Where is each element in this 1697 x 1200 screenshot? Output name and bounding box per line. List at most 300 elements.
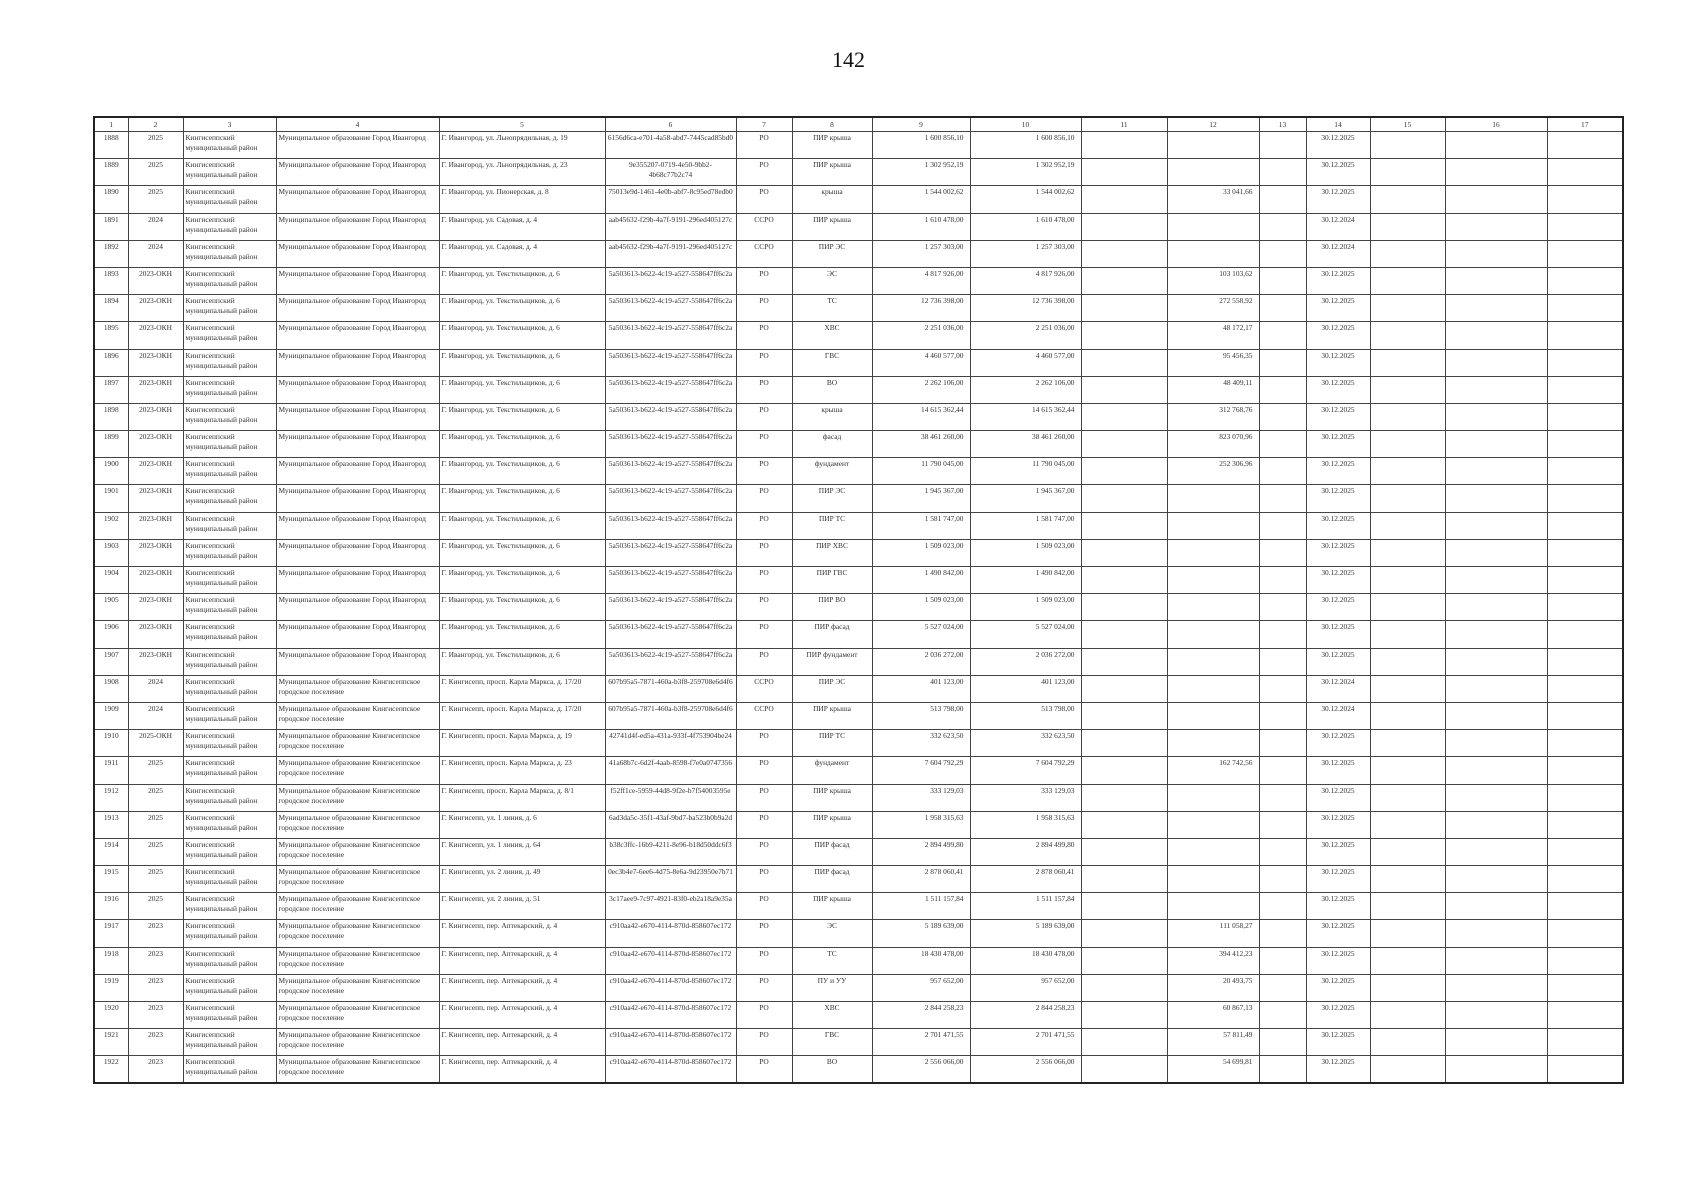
table-row — [94, 322, 1623, 349]
deadline-cell: 30.12.2025 — [1306, 376, 1370, 403]
district-cell: Кингисеппский муниципальный район — [183, 458, 276, 485]
col-16-cell — [1445, 458, 1547, 485]
cost-cell: 2 262 106,00 — [872, 376, 970, 403]
col-17-cell — [1547, 295, 1623, 322]
col-13-cell — [1259, 431, 1306, 458]
col-15-cell — [1370, 757, 1445, 784]
table-row — [94, 431, 1623, 458]
district-cell: Кингисеппский муниципальный район — [183, 702, 276, 729]
col-16-cell — [1445, 485, 1547, 512]
col-17-cell — [1547, 431, 1623, 458]
program-cell: РО — [736, 485, 792, 512]
col-15-cell — [1370, 811, 1445, 838]
col-11-cell — [1081, 240, 1167, 267]
cost-total-cell: 1 544 002,62 — [970, 186, 1081, 213]
cost-cell: 2 878 060,41 — [872, 866, 970, 893]
table-row — [94, 186, 1623, 213]
registry-table — [93, 116, 1624, 1084]
deadline-cell: 30.12.2025 — [1306, 784, 1370, 811]
district-cell: Кингисеппский муниципальный район — [183, 295, 276, 322]
address-cell: Г. Ивангород, ул. Текстильщиков, д. 6 — [439, 267, 605, 294]
district-cell: Кингисеппский муниципальный район — [183, 213, 276, 240]
table-row — [94, 838, 1623, 865]
address-cell: Г. Кингисепп, просп. Карла Маркса, д. 17/20 — [439, 675, 605, 702]
cost-total-cell: 14 615 362,44 — [970, 403, 1081, 430]
col-15-cell — [1370, 539, 1445, 566]
deadline-cell: 30.12.2025 — [1306, 866, 1370, 893]
year-cell: 2023 — [128, 947, 183, 974]
cost-total-cell: 1 511 157,84 — [970, 893, 1081, 920]
row-number-cell: 1906 — [94, 621, 128, 648]
year-cell: 2023 — [128, 974, 183, 1001]
house-guid-cell: 5a503613-b622-4c19-a527-558647ff6c2a — [605, 322, 736, 349]
col-16-cell — [1445, 702, 1547, 729]
row-number-cell: 1908 — [94, 675, 128, 702]
municipality-cell: Муниципальное образование Город Ивангород — [276, 240, 439, 267]
cost-total-cell: 1 509 023,00 — [970, 539, 1081, 566]
cost-cell: 1 610 478,00 — [872, 213, 970, 240]
control-cost-cell: 823 070,96 — [1167, 431, 1259, 458]
cost-cell: 5 189 639,00 — [872, 920, 970, 947]
district-cell: Кингисеппский муниципальный район — [183, 757, 276, 784]
col-13-cell — [1259, 295, 1306, 322]
work-type-cell: ПИР фундамент — [792, 648, 872, 675]
row-number-cell: 1916 — [94, 893, 128, 920]
col-11-cell — [1081, 838, 1167, 865]
col-17-cell — [1547, 322, 1623, 349]
row-number-cell: 1922 — [94, 1056, 128, 1083]
address-cell: Г. Ивангород, ул. Садовая, д. 4 — [439, 240, 605, 267]
row-number-cell: 1895 — [94, 322, 128, 349]
col-13-cell — [1259, 213, 1306, 240]
col-15-cell — [1370, 893, 1445, 920]
col-11-cell — [1081, 485, 1167, 512]
program-cell: РО — [736, 594, 792, 621]
municipality-cell: Муниципальное образование Город Ивангород — [276, 349, 439, 376]
municipality-cell: Муниципальное образование Кингисеппское городское поселение — [276, 702, 439, 729]
cost-cell: 1 544 002,62 — [872, 186, 970, 213]
col-17-cell — [1547, 376, 1623, 403]
row-number-cell: 1914 — [94, 838, 128, 865]
col-15-cell — [1370, 485, 1445, 512]
program-cell: РО — [736, 621, 792, 648]
table-row — [94, 539, 1623, 566]
control-cost-cell: 54 699,81 — [1167, 1056, 1259, 1083]
deadline-cell: 30.12.2025 — [1306, 431, 1370, 458]
address-cell: Г. Ивангород, ул. Текстильщиков, д. 6 — [439, 431, 605, 458]
control-cost-cell: 272 558,92 — [1167, 295, 1259, 322]
house-guid-cell: 5a503613-b622-4c19-a527-558647ff6c2a — [605, 594, 736, 621]
col-13-cell — [1259, 512, 1306, 539]
col-13-cell — [1259, 539, 1306, 566]
cost-cell: 333 129,03 — [872, 784, 970, 811]
program-cell: РО — [736, 1002, 792, 1029]
deadline-cell: 30.12.2025 — [1306, 893, 1370, 920]
cost-total-cell: 2 262 106,00 — [970, 376, 1081, 403]
col-15-cell — [1370, 730, 1445, 757]
address-cell: Г. Кингисепп, пер. Аптекарский, д. 4 — [439, 1029, 605, 1056]
control-cost-cell — [1167, 866, 1259, 893]
column-number-3: 3 — [183, 117, 276, 132]
col-16-cell — [1445, 267, 1547, 294]
row-number-cell: 1898 — [94, 403, 128, 430]
table-row — [94, 1056, 1623, 1083]
municipality-cell: Муниципальное образование Город Ивангород — [276, 267, 439, 294]
col-11-cell — [1081, 567, 1167, 594]
column-number-14: 14 — [1306, 117, 1370, 132]
col-13-cell — [1259, 1002, 1306, 1029]
address-cell: Г. Ивангород, ул. Текстильщиков, д. 6 — [439, 376, 605, 403]
house-guid-cell: 75013e9d-1461-4e0b-abf7-8c95ed78edb0 — [605, 186, 736, 213]
year-cell: 2023-ОКН — [128, 322, 183, 349]
col-15-cell — [1370, 240, 1445, 267]
col-15-cell — [1370, 322, 1445, 349]
district-cell: Кингисеппский муниципальный район — [183, 1029, 276, 1056]
col-17-cell — [1547, 267, 1623, 294]
col-11-cell — [1081, 132, 1167, 159]
table-row — [94, 403, 1623, 430]
cost-total-cell: 38 461 260,00 — [970, 431, 1081, 458]
district-cell: Кингисеппский муниципальный район — [183, 648, 276, 675]
program-cell: РО — [736, 512, 792, 539]
col-15-cell — [1370, 403, 1445, 430]
cost-total-cell: 1 600 856,10 — [970, 132, 1081, 159]
work-type-cell: ПИР фасад — [792, 866, 872, 893]
year-cell: 2025 — [128, 784, 183, 811]
house-guid-cell: 5a503613-b622-4c19-a527-558647ff6c2a — [605, 458, 736, 485]
work-type-cell: ПИР крыша — [792, 159, 872, 186]
house-guid-cell: c910aa42-e670-4114-870d-858607ec172 — [605, 974, 736, 1001]
col-13-cell — [1259, 267, 1306, 294]
year-cell: 2023 — [128, 1002, 183, 1029]
work-type-cell: ПИР крыша — [792, 811, 872, 838]
house-guid-cell: 5a503613-b622-4c19-a527-558647ff6c2a — [605, 349, 736, 376]
col-11-cell — [1081, 974, 1167, 1001]
col-15-cell — [1370, 1002, 1445, 1029]
deadline-cell: 30.12.2025 — [1306, 920, 1370, 947]
row-number-cell: 1905 — [94, 594, 128, 621]
address-cell: Г. Ивангород, ул. Текстильщиков, д. 6 — [439, 594, 605, 621]
col-11-cell — [1081, 594, 1167, 621]
col-13-cell — [1259, 838, 1306, 865]
work-type-cell: ГВС — [792, 349, 872, 376]
work-type-cell: ЭС — [792, 267, 872, 294]
col-13-cell — [1259, 1029, 1306, 1056]
house-guid-cell: c910aa42-e670-4114-870d-858607ec172 — [605, 947, 736, 974]
program-cell: РО — [736, 947, 792, 974]
work-type-cell: крыша — [792, 403, 872, 430]
control-cost-cell: 162 742,56 — [1167, 757, 1259, 784]
col-17-cell — [1547, 539, 1623, 566]
year-cell: 2023-ОКН — [128, 621, 183, 648]
cost-cell: 1 302 952,19 — [872, 159, 970, 186]
year-cell: 2023-ОКН — [128, 458, 183, 485]
row-number-cell: 1911 — [94, 757, 128, 784]
district-cell: Кингисеппский муниципальный район — [183, 974, 276, 1001]
col-11-cell — [1081, 403, 1167, 430]
district-cell: Кингисеппский муниципальный район — [183, 594, 276, 621]
col-16-cell — [1445, 431, 1547, 458]
work-type-cell: ПИР фасад — [792, 838, 872, 865]
col-16-cell — [1445, 893, 1547, 920]
control-cost-cell — [1167, 648, 1259, 675]
program-cell: РО — [736, 1056, 792, 1083]
row-number-cell: 1915 — [94, 866, 128, 893]
house-guid-cell: 5a503613-b622-4c19-a527-558647ff6c2a — [605, 648, 736, 675]
cost-total-cell: 513 798,00 — [970, 702, 1081, 729]
program-cell: РО — [736, 811, 792, 838]
row-number-cell: 1889 — [94, 159, 128, 186]
col-11-cell — [1081, 811, 1167, 838]
program-cell: РО — [736, 403, 792, 430]
cost-cell: 4 817 926,00 — [872, 267, 970, 294]
address-cell: Г. Ивангород, ул. Текстильщиков, д. 6 — [439, 648, 605, 675]
municipality-cell: Муниципальное образование Кингисеппское городское поселение — [276, 947, 439, 974]
control-cost-cell — [1167, 539, 1259, 566]
col-16-cell — [1445, 295, 1547, 322]
program-cell: РО — [736, 295, 792, 322]
col-13-cell — [1259, 675, 1306, 702]
col-17-cell — [1547, 240, 1623, 267]
work-type-cell: ВО — [792, 376, 872, 403]
col-17-cell — [1547, 811, 1623, 838]
col-16-cell — [1445, 784, 1547, 811]
year-cell: 2023-ОКН — [128, 431, 183, 458]
cost-total-cell: 1 302 952,19 — [970, 159, 1081, 186]
address-cell: Г. Кингисепп, просп. Карла Маркса, д. 23 — [439, 757, 605, 784]
col-11-cell — [1081, 1029, 1167, 1056]
control-cost-cell — [1167, 621, 1259, 648]
column-number-10: 10 — [970, 117, 1081, 132]
work-type-cell: ХВС — [792, 1002, 872, 1029]
cost-total-cell: 18 430 478,00 — [970, 947, 1081, 974]
municipality-cell: Муниципальное образование Кингисеппское городское поселение — [276, 784, 439, 811]
district-cell: Кингисеппский муниципальный район — [183, 431, 276, 458]
cost-total-cell: 1 610 478,00 — [970, 213, 1081, 240]
col-16-cell — [1445, 240, 1547, 267]
house-guid-cell: 6156d6ca-e701-4a58-abd7-7445cad85bd0 — [605, 132, 736, 159]
col-16-cell — [1445, 512, 1547, 539]
work-type-cell: ПИР ВО — [792, 594, 872, 621]
col-11-cell — [1081, 539, 1167, 566]
col-15-cell — [1370, 159, 1445, 186]
cost-total-cell: 1 581 747,00 — [970, 512, 1081, 539]
cost-cell: 1 509 023,00 — [872, 539, 970, 566]
col-11-cell — [1081, 920, 1167, 947]
year-cell: 2024 — [128, 213, 183, 240]
col-17-cell — [1547, 866, 1623, 893]
table-row — [94, 757, 1623, 784]
table-row — [94, 1002, 1623, 1029]
address-cell: Г. Кингисепп, ул. 2 линия, д. 49 — [439, 866, 605, 893]
year-cell: 2025 — [128, 838, 183, 865]
municipality-cell: Муниципальное образование Город Ивангород — [276, 539, 439, 566]
house-guid-cell: c910aa42-e670-4114-870d-858607ec172 — [605, 1002, 736, 1029]
col-11-cell — [1081, 322, 1167, 349]
col-13-cell — [1259, 866, 1306, 893]
address-cell: Г. Кингисепп, просп. Карла Маркса, д. 19 — [439, 730, 605, 757]
deadline-cell: 30.12.2025 — [1306, 1029, 1370, 1056]
district-cell: Кингисеппский муниципальный район — [183, 947, 276, 974]
row-number-cell: 1900 — [94, 458, 128, 485]
cost-cell: 1 600 856,10 — [872, 132, 970, 159]
municipality-cell: Муниципальное образование Город Ивангород — [276, 159, 439, 186]
municipality-cell: Муниципальное образование Город Ивангород — [276, 621, 439, 648]
cost-total-cell: 1 257 303,00 — [970, 240, 1081, 267]
deadline-cell: 30.12.2025 — [1306, 567, 1370, 594]
cost-total-cell: 401 123,00 — [970, 675, 1081, 702]
table-row — [94, 893, 1623, 920]
cost-total-cell: 1 958 315,63 — [970, 811, 1081, 838]
program-cell: ССРО — [736, 675, 792, 702]
municipality-cell: Муниципальное образование Кингисеппское городское поселение — [276, 675, 439, 702]
cost-cell: 1 509 023,00 — [872, 594, 970, 621]
district-cell: Кингисеппский муниципальный район — [183, 920, 276, 947]
year-cell: 2023-ОКН — [128, 485, 183, 512]
col-13-cell — [1259, 322, 1306, 349]
district-cell: Кингисеппский муниципальный район — [183, 159, 276, 186]
col-15-cell — [1370, 376, 1445, 403]
col-16-cell — [1445, 947, 1547, 974]
cost-cell: 1 958 315,63 — [872, 811, 970, 838]
deadline-cell: 30.12.2025 — [1306, 1002, 1370, 1029]
address-cell: Г. Ивангород, ул. Текстильщиков, д. 6 — [439, 621, 605, 648]
col-16-cell — [1445, 1056, 1547, 1083]
house-guid-cell: c910aa42-e670-4114-870d-858607ec172 — [605, 920, 736, 947]
row-number-cell: 1912 — [94, 784, 128, 811]
row-number-cell: 1907 — [94, 648, 128, 675]
table-row — [94, 866, 1623, 893]
col-11-cell — [1081, 675, 1167, 702]
control-cost-cell — [1167, 567, 1259, 594]
row-number-cell: 1894 — [94, 295, 128, 322]
col-13-cell — [1259, 648, 1306, 675]
col-15-cell — [1370, 295, 1445, 322]
col-17-cell — [1547, 567, 1623, 594]
row-number-cell: 1899 — [94, 431, 128, 458]
col-13-cell — [1259, 132, 1306, 159]
col-11-cell — [1081, 648, 1167, 675]
column-number-8: 8 — [792, 117, 872, 132]
address-cell: Г. Кингисепп, ул. 1 линия, д. 6 — [439, 811, 605, 838]
program-cell: РО — [736, 784, 792, 811]
col-15-cell — [1370, 512, 1445, 539]
deadline-cell: 30.12.2025 — [1306, 186, 1370, 213]
cost-cell: 38 461 260,00 — [872, 431, 970, 458]
cost-total-cell: 4 817 926,00 — [970, 267, 1081, 294]
control-cost-cell: 48 172,17 — [1167, 322, 1259, 349]
row-number-cell: 1920 — [94, 1002, 128, 1029]
col-13-cell — [1259, 349, 1306, 376]
district-cell: Кингисеппский муниципальный район — [183, 866, 276, 893]
year-cell: 2023-ОКН — [128, 295, 183, 322]
control-cost-cell: 103 103,62 — [1167, 267, 1259, 294]
municipality-cell: Муниципальное образование Кингисеппское городское поселение — [276, 730, 439, 757]
cost-cell: 957 652,00 — [872, 974, 970, 1001]
table-row — [94, 512, 1623, 539]
col-16-cell — [1445, 811, 1547, 838]
page-number: 142 — [832, 47, 865, 72]
municipality-cell: Муниципальное образование Город Ивангород — [276, 431, 439, 458]
district-cell: Кингисеппский муниципальный район — [183, 893, 276, 920]
deadline-cell: 30.12.2025 — [1306, 730, 1370, 757]
col-13-cell — [1259, 702, 1306, 729]
control-cost-cell — [1167, 594, 1259, 621]
col-17-cell — [1547, 594, 1623, 621]
district-cell: Кингисеппский муниципальный район — [183, 186, 276, 213]
col-13-cell — [1259, 458, 1306, 485]
col-15-cell — [1370, 838, 1445, 865]
col-11-cell — [1081, 431, 1167, 458]
program-cell: РО — [736, 648, 792, 675]
municipality-cell: Муниципальное образование Город Ивангород — [276, 512, 439, 539]
col-15-cell — [1370, 866, 1445, 893]
address-cell: Г. Ивангород, ул. Текстильщиков, д. 6 — [439, 485, 605, 512]
program-cell: РО — [736, 893, 792, 920]
cost-cell: 513 798,00 — [872, 702, 970, 729]
column-number-2: 2 — [128, 117, 183, 132]
col-15-cell — [1370, 947, 1445, 974]
deadline-cell: 30.12.2025 — [1306, 403, 1370, 430]
program-cell: РО — [736, 838, 792, 865]
table-row — [94, 702, 1623, 729]
year-cell: 2025 — [128, 159, 183, 186]
house-guid-cell: c910aa42-e670-4114-870d-858607ec172 — [605, 1029, 736, 1056]
year-cell: 2023-ОКН — [128, 512, 183, 539]
col-17-cell — [1547, 186, 1623, 213]
cost-cell: 1 257 303,00 — [872, 240, 970, 267]
row-number-cell: 1917 — [94, 920, 128, 947]
cost-total-cell: 5 189 639,00 — [970, 920, 1081, 947]
deadline-cell: 30.12.2024 — [1306, 213, 1370, 240]
house-guid-cell: aab45632-f29b-4a7f-9191-296ed405127c — [605, 240, 736, 267]
col-16-cell — [1445, 866, 1547, 893]
house-guid-cell: f52ff1ce-5959-44d8-9f2e-b7f54003595e — [605, 784, 736, 811]
address-cell: Г. Кингисепп, пер. Аптекарский, д. 4 — [439, 1002, 605, 1029]
col-17-cell — [1547, 893, 1623, 920]
row-number-cell: 1913 — [94, 811, 128, 838]
address-cell: Г. Ивангород, ул. Текстильщиков, д. 6 — [439, 567, 605, 594]
address-cell: Г. Ивангород, ул. Текстильщиков, д. 6 — [439, 403, 605, 430]
cost-total-cell: 4 460 577,00 — [970, 349, 1081, 376]
house-guid-cell: 3c17aee9-7c97-4921-83f0-eb2a18a9e35a — [605, 893, 736, 920]
col-13-cell — [1259, 947, 1306, 974]
col-16-cell — [1445, 1029, 1547, 1056]
control-cost-cell: 60 867,13 — [1167, 1002, 1259, 1029]
program-cell: РО — [736, 866, 792, 893]
table-row — [94, 132, 1623, 159]
col-11-cell — [1081, 730, 1167, 757]
col-15-cell — [1370, 567, 1445, 594]
cost-cell: 2 556 066,00 — [872, 1056, 970, 1083]
year-cell: 2023-ОКН — [128, 594, 183, 621]
column-number-16: 16 — [1445, 117, 1547, 132]
col-17-cell — [1547, 730, 1623, 757]
col-11-cell — [1081, 349, 1167, 376]
house-guid-cell: 9e355207-0719-4e50-9bb2-4b68c77b2c74 — [605, 159, 736, 186]
program-cell: РО — [736, 376, 792, 403]
work-type-cell: ПИР крыша — [792, 893, 872, 920]
cost-cell: 1 511 157,84 — [872, 893, 970, 920]
cost-total-cell: 333 129,03 — [970, 784, 1081, 811]
municipality-cell: Муниципальное образование Город Ивангород — [276, 567, 439, 594]
work-type-cell: ПИР ТС — [792, 730, 872, 757]
table-row — [94, 349, 1623, 376]
cost-cell: 18 430 478,00 — [872, 947, 970, 974]
col-13-cell — [1259, 784, 1306, 811]
deadline-cell: 30.12.2025 — [1306, 947, 1370, 974]
year-cell: 2024 — [128, 702, 183, 729]
